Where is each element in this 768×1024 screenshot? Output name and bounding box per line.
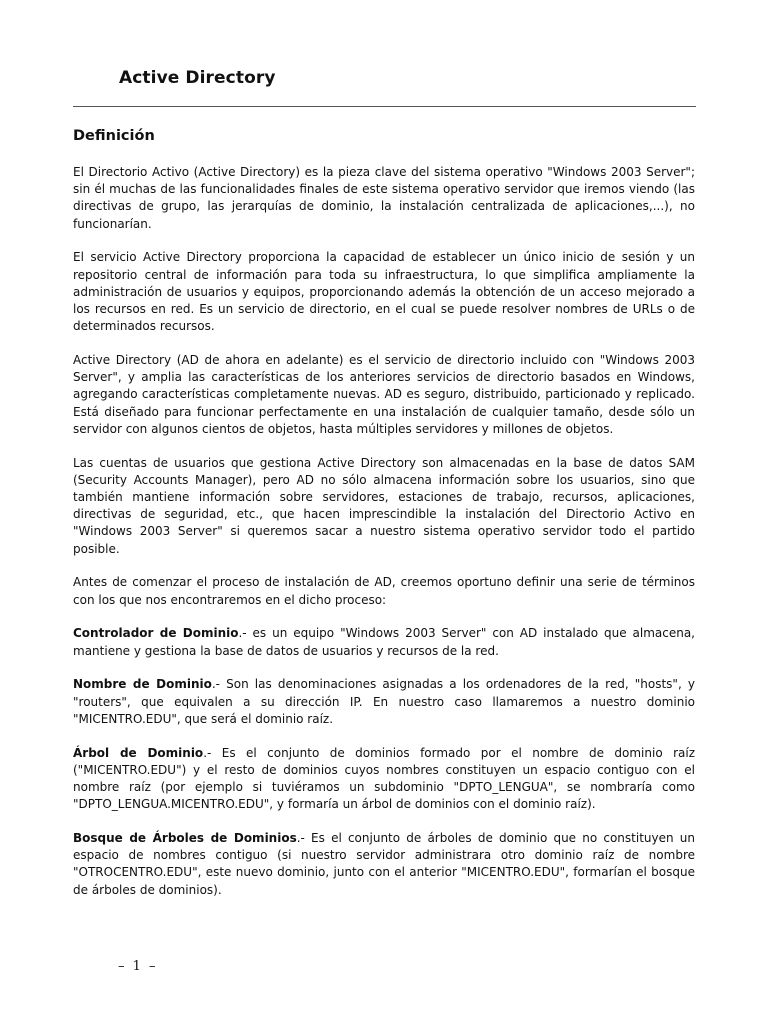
definition-term: Árbol de Dominio [73,745,204,760]
definition-text: .- Es el conjunto de dominios formado por el nombre de dominio raíz ("MICENTRO.EDU") y el resto de dominios cuyos nombres constituyen un espacio contiguo con el nombre raíz (por ejemplo si tuviéramos un subdominio "DPTO_LENGUA", se nombraría como "DPTO_LENGUA.MICENTRO.EDU", y formaría un árbol de dominios con el dominio raíz). [73,745,695,812]
paragraph: Active Directory (AD de ahora en adelante) es el servicio de directorio incluido con "Windows 2003 Server", y amplia las características de los anteriores servicios de directorio basados en Windows, agregando características completamente nuevas. AD es seguro, distribuido, particionado y replicado. Está diseñado para funcionar perfectamente en una instalación de cualquier tamaño, desde sólo un servidor con algunos cientos de objetos, hasta múltiples servidores y millones de objetos. [73,353,695,436]
section-heading: Definición [73,128,155,144]
definition-item [73,745,695,814]
definition-term: Controlador de Dominio [73,626,239,641]
title-divider [73,106,696,107]
paragraph: El Directorio Activo (Active Directory) es la pieza clave del sistema operativo "Windows 2003 Server"; sin él muchas de las funcionalidades finales de este sistema operativo servidor que iremos viendo (las directivas de grupo, las jerarquías de dominio, la instalación centralizada de aplicaciones,...), no funcionarían. [73,165,695,231]
definition-item [73,625,695,659]
definition-item [73,676,695,728]
document-body [73,164,695,915]
document-title: Active Directory [119,68,276,88]
definition-text: .- Son las denominaciones asignadas a los ordenadores de la red, "hosts", y "routers", que equivalen a su dirección IP. En nuestro caso llamaremos a nuestro dominio "MICENTRO.EDU", que será el dominio raíz. [73,677,695,726]
definition-item [73,830,695,899]
definition-text: .- Es el conjunto de árboles de dominio que no constituyen un espacio de nombres contiguo (si nuestro servidor administrara otro dominio raíz de nombre "OTROCENTRO.EDU", este nuevo dominio, junto con el anterior "MICENTRO.EDU", formarían el bosque de árboles de dominios). [73,831,695,897]
definition-term: Bosque de Árboles de Dominios [73,831,297,846]
paragraph: Las cuentas de usuarios que gestiona Active Directory son almacenadas en la base de datos SAM (Security Accounts Manager), pero AD no sólo almacena información sobre los usuarios, sino que también mantiene información sobre servidores, estaciones de trabajo, recursos, aplicaciones, directivas de seguridad, etc., que hacen imprescindible la instalación del Directorio Activo en "Windows 2003 Server" si queremos sacar a nuestro sistema operativo servidor todo el partido posible. [73,455,695,556]
page-number: – 1 – [118,959,158,974]
paragraph: El servicio Active Directory proporciona la capacidad de establecer un único inicio de sesión y un repositorio central de información para toda su infraestructura, lo que simplifica ampliamente la administración de usuarios y equipos, proporcionando además la obtención de un acceso mejorado a los recursos en red. Es un servicio de directorio, en el cual se puede resolver nombres de URLs o de determinados recursos. [73,250,695,334]
paragraph: Antes de comenzar el proceso de instalación de AD, creemos oportuno definir una serie de términos con los que nos encontraremos en el dicho proceso: [73,575,695,607]
definition-text: .- es un equipo "Windows 2003 Server" con AD instalado que almacena, mantiene y gestiona la base de datos de usuarios y recursos de la red. [73,626,695,658]
definition-term: Nombre de Dominio [73,677,212,692]
